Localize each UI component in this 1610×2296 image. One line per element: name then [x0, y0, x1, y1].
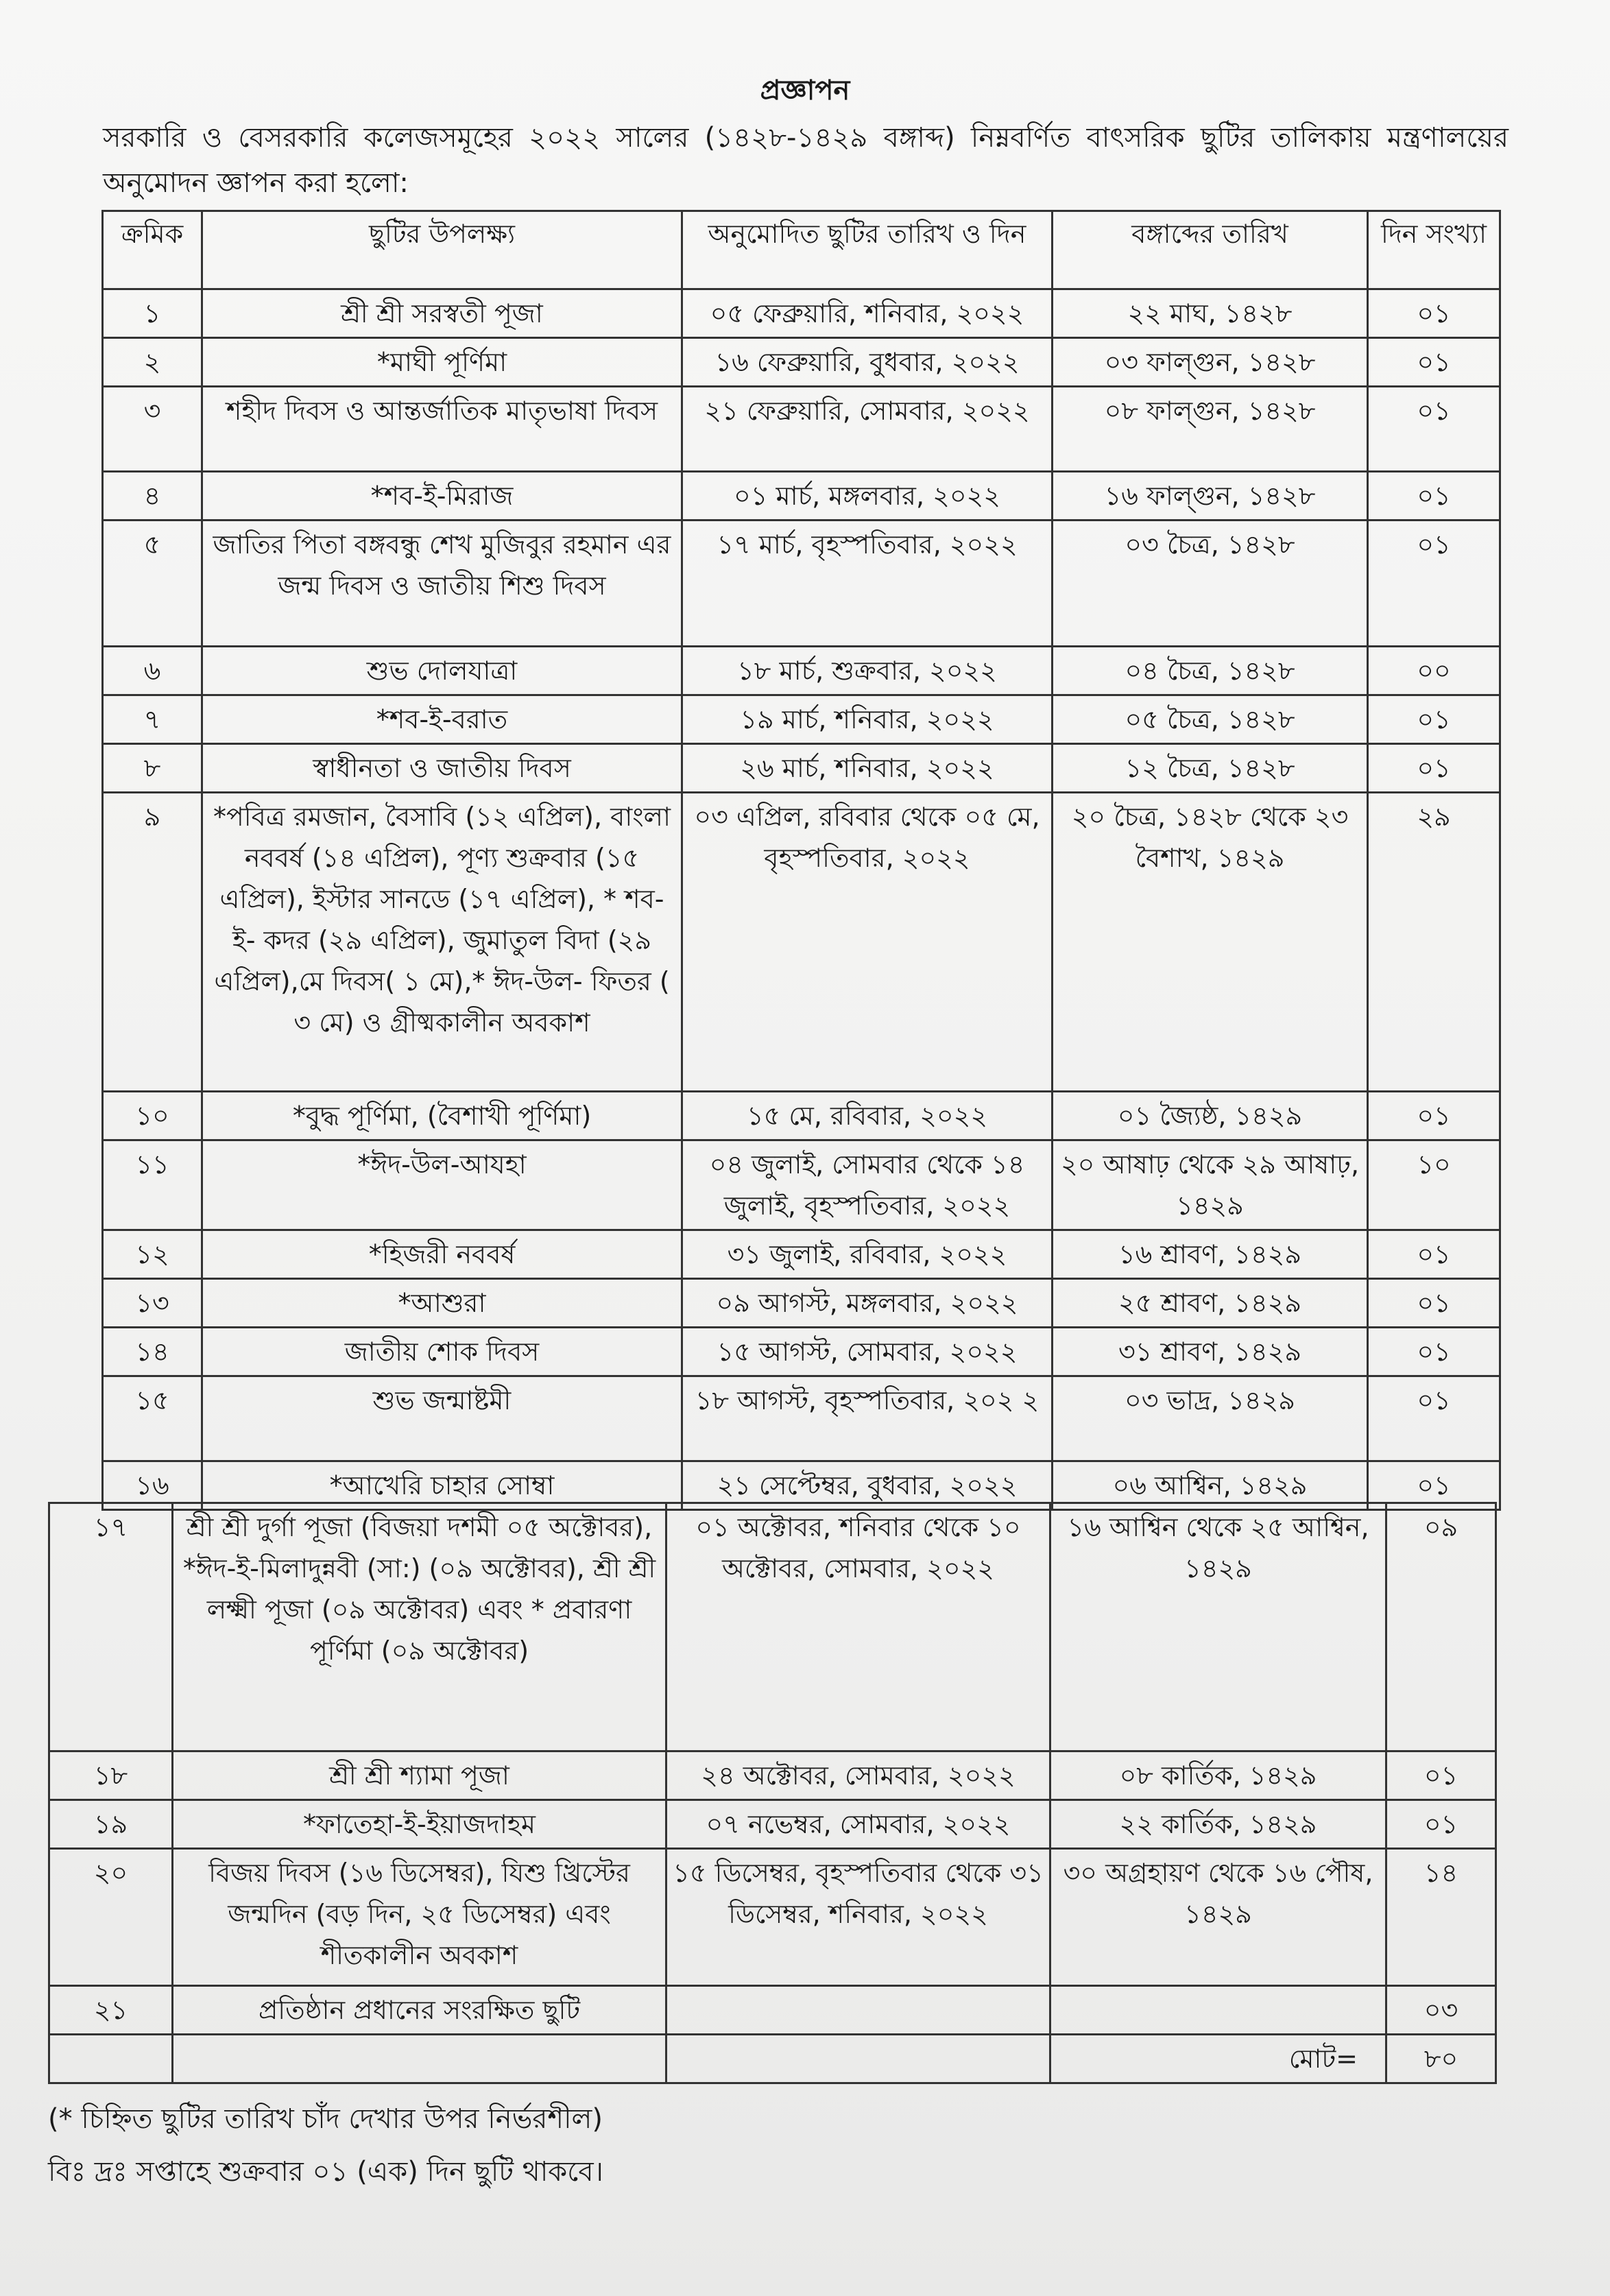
cell-serial: ১৭	[49, 1503, 173, 1751]
cell-date: ০৯ আগস্ট, মঙ্গলবার, ২০২২	[682, 1279, 1053, 1328]
cell-serial: ৫	[103, 521, 202, 647]
cell-serial: ৯	[103, 793, 202, 1092]
cell-days: ০৯	[1386, 1503, 1496, 1751]
table-row	[49, 1800, 1496, 1849]
header-bangla-date: বঙ্গাব্দের তারিখ	[1053, 211, 1368, 289]
header-days: দিন সংখ্যা	[1368, 211, 1500, 289]
cell-days: ০১	[1368, 1461, 1500, 1510]
cell-serial: ১৪	[103, 1328, 202, 1376]
cell-days: ০১	[1368, 289, 1500, 338]
cell-bangla-date: ২২ কার্তিক, ১৪২৯	[1050, 1800, 1386, 1849]
cell-days: ০১	[1368, 338, 1500, 387]
cell-bangla-date: ২২ মাঘ, ১৪২৮	[1053, 289, 1368, 338]
cell-days: ০১	[1368, 1376, 1500, 1461]
cell-serial: ৪	[103, 472, 202, 521]
cell-reason: বিজয় দিবস (১৬ ডিসেম্বর), যিশু খ্রিস্টের জন্মদিন (বড় দিন, ২৫ ডিসেম্বর) এবং শীতকালীন অবকাশ	[173, 1849, 666, 1986]
empty-cell	[666, 2035, 1050, 2083]
cell-bangla-date: ১৬ আশ্বিন থেকে ২৫ আশ্বিন, ১৪২৯	[1050, 1503, 1386, 1751]
cell-date: ১৭ মার্চ, বৃহস্পতিবার, ২০২২	[682, 521, 1053, 647]
cell-serial: ১	[103, 289, 202, 338]
cell-days: ২৯	[1368, 793, 1500, 1092]
table-row	[103, 1279, 1500, 1328]
cell-reason: শহীদ দিবস ও আন্তর্জাতিক মাতৃভাষা দিবস	[202, 387, 682, 472]
cell-bangla-date: ০১ জ্যৈষ্ঠ, ১৪২৯	[1053, 1092, 1368, 1140]
moon-note: (* চিহ্নিত ছুটির তারিখ চাঁদ দেখার উপর নির্ভরশীল)	[48, 2103, 603, 2135]
cell-date: ১৫ আগস্ট, সোমবার, ২০২২	[682, 1328, 1053, 1376]
cell-date: ০১ অক্টোবর, শনিবার থেকে ১০ অক্টোবর, সোমবার, ২০২২	[666, 1503, 1050, 1751]
total-value: ৮০	[1386, 2035, 1496, 2083]
cell-days: ০১	[1368, 1279, 1500, 1328]
table-row	[103, 472, 1500, 521]
cell-bangla-date: ১৬ ফাল্গুন, ১৪২৮	[1053, 472, 1368, 521]
cell-reason: প্রতিষ্ঠান প্রধানের সংরক্ষিত ছুটি	[173, 1986, 666, 2035]
cell-serial: ২	[103, 338, 202, 387]
table-row	[103, 1328, 1500, 1376]
table-row	[103, 1092, 1500, 1140]
cell-serial: ১২	[103, 1230, 202, 1279]
cell-bangla-date: ২০ আষাঢ় থেকে ২৯ আষাঢ়, ১৪২৯	[1053, 1140, 1368, 1230]
cell-serial: ১৬	[103, 1461, 202, 1510]
cell-reason: *আশুরা	[202, 1279, 682, 1328]
table-row	[103, 647, 1500, 695]
cell-serial: ১০	[103, 1092, 202, 1140]
header-date: অনুমোদিত ছুটির তারিখ ও দিন	[682, 211, 1053, 289]
cell-reason: *শব-ই-মিরাজ	[202, 472, 682, 521]
cell-bangla-date: ০৩ চৈত্র, ১৪২৮	[1053, 521, 1368, 647]
total-label: মোট=	[1050, 2035, 1386, 2083]
table-row	[103, 1140, 1500, 1230]
cell-days: ০১	[1368, 472, 1500, 521]
cell-serial: ৭	[103, 695, 202, 744]
cell-reason: শ্রী শ্রী দুর্গা পূজা (বিজয়া দশমী ০৫ অক্টোবর), *ঈদ-ই-মিলাদুন্নবী (সা:) (০৯ অক্টোবর), শ্রী শ্রী লক্ষ্মী পূজা (০৯ অক্টোবর) এবং * প্রবারণা পূর্ণিমা (০৯ অক্টোবর)	[173, 1503, 666, 1751]
cell-days: ০১	[1386, 1800, 1496, 1849]
cell-date: ১৮ মার্চ, শুক্রবার, ২০২২	[682, 647, 1053, 695]
cell-days: ০১	[1386, 1751, 1496, 1800]
header-serial: ক্রমিক	[103, 211, 202, 289]
cell-bangla-date: ০৫ চৈত্র, ১৪২৮	[1053, 695, 1368, 744]
cell-date: ০৩ এপ্রিল, রবিবার থেকে ০৫ মে, বৃহস্পতিবার, ২০২২	[682, 793, 1053, 1092]
cell-reason: *ফাতেহা-ই-ইয়াজদাহম	[173, 1800, 666, 1849]
table-row	[103, 387, 1500, 472]
page-title: প্রজ্ঞাপন	[760, 75, 850, 106]
cell-reason: শ্রী শ্রী সরস্বতী পূজা	[202, 289, 682, 338]
cell-date: ০৫ ফেব্রুয়ারি, শনিবার, ২০২২	[682, 289, 1053, 338]
cell-reason: *ঈদ-উল-আযহা	[202, 1140, 682, 1230]
cell-days: ০১	[1368, 1230, 1500, 1279]
cell-days: ০৩	[1386, 1986, 1496, 2035]
header-reason: ছুটির উপলক্ষ্য	[202, 211, 682, 289]
cell-reason: *মাঘী পূর্ণিমা	[202, 338, 682, 387]
cell-date	[666, 1986, 1050, 2035]
cell-reason: *বুদ্ধ পূর্ণিমা, (বৈশাখী পূর্ণিমা)	[202, 1092, 682, 1140]
cell-serial: ১৮	[49, 1751, 173, 1800]
table-row	[103, 338, 1500, 387]
table-row	[103, 1376, 1500, 1461]
cell-days: ০১	[1368, 521, 1500, 647]
table-row	[49, 1986, 1496, 2035]
empty-cell	[173, 2035, 666, 2083]
cell-serial: ১৩	[103, 1279, 202, 1328]
table-row	[49, 1503, 1496, 1751]
cell-serial: ১৫	[103, 1376, 202, 1461]
cell-bangla-date	[1050, 1986, 1386, 2035]
cell-reason: *শব-ই-বরাত	[202, 695, 682, 744]
holiday-table	[101, 210, 1501, 1511]
cell-days: ০১	[1368, 387, 1500, 472]
cell-days: ০১	[1368, 695, 1500, 744]
intro-paragraph: সরকারি ও বেসরকারি কলেজসমূহের ২০২২ সালের (১৪২৮-১৪২৯ বঙ্গাব্দ) নিম্নবর্ণিত বাৎসরিক ছুটির তালিকায় মন্ত্রণালয়ের অনুমোদন জ্ঞাপন করা হলো:	[103, 122, 1509, 199]
cell-serial: ১১	[103, 1140, 202, 1230]
table-row	[103, 695, 1500, 744]
cell-serial: ৩	[103, 387, 202, 472]
cell-bangla-date: ১২ চৈত্র, ১৪২৮	[1053, 744, 1368, 793]
cell-bangla-date: ০৩ ফাল্গুন, ১৪২৮	[1053, 338, 1368, 387]
cell-date: ৩১ জুলাই, রবিবার, ২০২২	[682, 1230, 1053, 1279]
table-row	[49, 1849, 1496, 1986]
cell-bangla-date: ২৫ শ্রাবণ, ১৪২৯	[1053, 1279, 1368, 1328]
cell-days: ০১	[1368, 1092, 1500, 1140]
cell-serial: ৬	[103, 647, 202, 695]
table-row	[103, 793, 1500, 1092]
table-row	[103, 1230, 1500, 1279]
table-row	[103, 521, 1500, 647]
cell-days: ১০	[1368, 1140, 1500, 1230]
cell-date: ১৯ মার্চ, শনিবার, ২০২২	[682, 695, 1053, 744]
cell-bangla-date: ৩০ অগ্রহায়ণ থেকে ১৬ পৌষ, ১৪২৯	[1050, 1849, 1386, 1986]
cell-bangla-date: ০৮ কার্তিক, ১৪২৯	[1050, 1751, 1386, 1800]
cell-bangla-date: ০৮ ফাল্গুন, ১৪২৮	[1053, 387, 1368, 472]
table-row	[49, 1751, 1496, 1800]
table-row	[103, 289, 1500, 338]
cell-serial: ৮	[103, 744, 202, 793]
cell-days: ০১	[1368, 744, 1500, 793]
cell-serial: ২১	[49, 1986, 173, 2035]
cell-bangla-date: ৩১ শ্রাবণ, ১৪২৯	[1053, 1328, 1368, 1376]
cell-date: ২৬ মার্চ, শনিবার, ২০২২	[682, 744, 1053, 793]
cell-date: ০১ মার্চ, মঙ্গলবার, ২০২২	[682, 472, 1053, 521]
cell-days: ১৪	[1386, 1849, 1496, 1986]
cell-reason: *আখেরি চাহার সোম্বা	[202, 1461, 682, 1510]
cell-date: ২৪ অক্টোবর, সোমবার, ২০২২	[666, 1751, 1050, 1800]
cell-bangla-date: ০৪ চৈত্র, ১৪২৮	[1053, 647, 1368, 695]
holiday-table-continued	[48, 1502, 1497, 2084]
cell-days: ০০	[1368, 647, 1500, 695]
cell-days: ০১	[1368, 1328, 1500, 1376]
cell-date: ২১ ফেব্রুয়ারি, সোমবার, ২০২২	[682, 387, 1053, 472]
cell-bangla-date: ০৬ আশ্বিন, ১৪২৯	[1053, 1461, 1368, 1510]
cell-date: ১৫ ডিসেম্বর, বৃহস্পতিবার থেকে ৩১ ডিসেম্বর, শনিবার, ২০২২	[666, 1849, 1050, 1986]
cell-date: ০৭ নভেম্বর, সোমবার, ২০২২	[666, 1800, 1050, 1849]
total-row	[49, 2035, 1496, 2083]
cell-date: ১৬ ফেব্রুয়ারি, বুধবার, ২০২২	[682, 338, 1053, 387]
cell-reason: শুভ দোলযাত্রা	[202, 647, 682, 695]
cell-reason: স্বাধীনতা ও জাতীয় দিবস	[202, 744, 682, 793]
friday-note: বিঃ দ্রঃ সপ্তাহে শুক্রবার ০১ (এক) দিন ছুটি থাকবে।	[48, 2156, 603, 2188]
cell-date: ১৮ আগস্ট, বৃহস্পতিবার, ২০২ ২	[682, 1376, 1053, 1461]
cell-serial: ১৯	[49, 1800, 173, 1849]
cell-serial: ২০	[49, 1849, 173, 1986]
cell-reason: জাতির পিতা বঙ্গবন্ধু শেখ মুজিবুর রহমান এর জন্ম দিবস ও জাতীয় শিশু দিবস	[202, 521, 682, 647]
table-header-row	[103, 211, 1500, 289]
cell-reason: *হিজরী নববর্ষ	[202, 1230, 682, 1279]
empty-cell	[49, 2035, 173, 2083]
cell-bangla-date: ২০ চৈত্র, ১৪২৮ থেকে ২৩ বৈশাখ, ১৪২৯	[1053, 793, 1368, 1092]
cell-date: ০৪ জুলাই, সোমবার থেকে ১৪ জুলাই, বৃহস্পতিবার, ২০২২	[682, 1140, 1053, 1230]
cell-reason: শুভ জন্মাষ্টমী	[202, 1376, 682, 1461]
cell-date: ২১ সেপ্টেম্বর, বুধবার, ২০২২	[682, 1461, 1053, 1510]
cell-reason: *পবিত্র রমজান, বৈসাবি (১২ এপ্রিল), বাংলা নববর্ষ (১৪ এপ্রিল), পূণ্য শুক্রবার (১৫ এপ্রিল), ইস্টার সানডে (১৭ এপ্রিল), * শব-ই- কদর (২৯ এপ্রিল), জুমাতুল বিদা (২৯ এপ্রিল),মে দিবস( ১ মে),* ঈদ-উল- ফিতর ( ৩ মে) ও গ্রীষ্মকালীন অবকাশ	[202, 793, 682, 1092]
cell-reason: জাতীয় শোক দিবস	[202, 1328, 682, 1376]
cell-bangla-date: ০৩ ভাদ্র, ১৪২৯	[1053, 1376, 1368, 1461]
cell-reason: শ্রী শ্রী শ্যামা পূজা	[173, 1751, 666, 1800]
cell-bangla-date: ১৬ শ্রাবণ, ১৪২৯	[1053, 1230, 1368, 1279]
cell-date: ১৫ মে, রবিবার, ২০২২	[682, 1092, 1053, 1140]
table-row	[103, 744, 1500, 793]
